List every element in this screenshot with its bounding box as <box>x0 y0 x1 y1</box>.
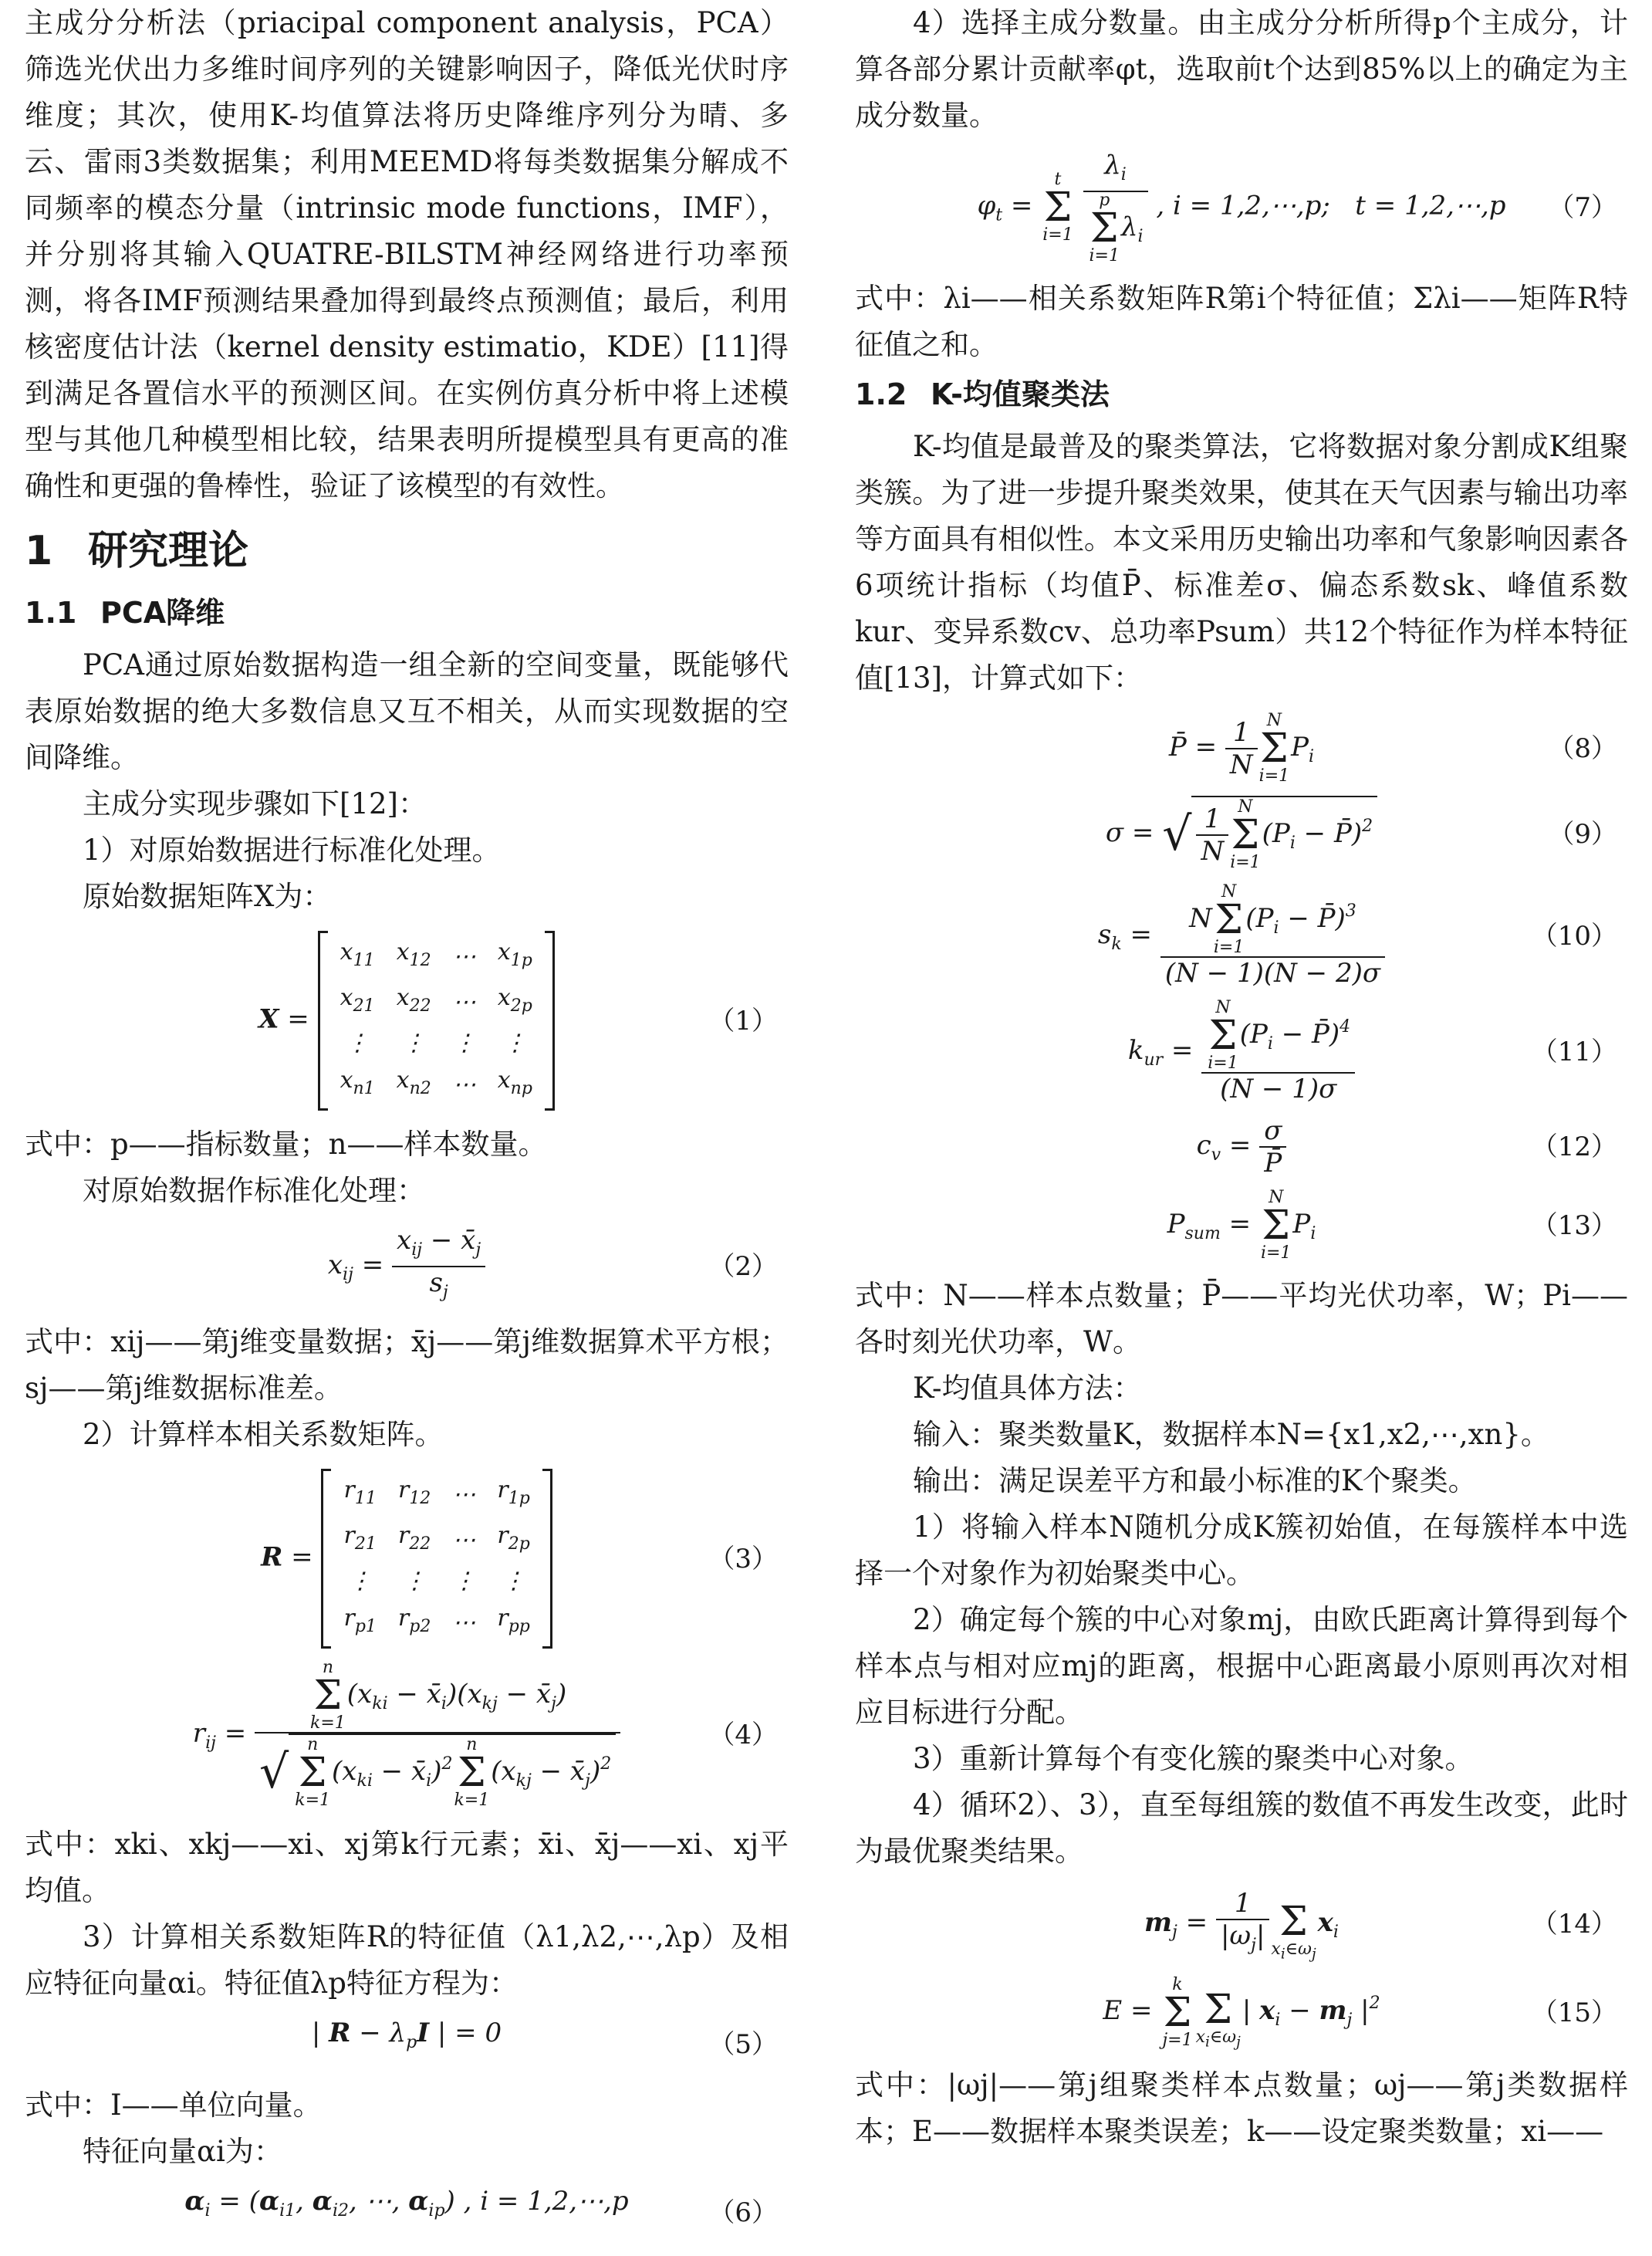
equation-3 <box>25 1469 789 1649</box>
equation-body: $c_v$ = $\frac{\sigma}{P̄}$ <box>855 1115 1628 1179</box>
subsection-heading-1-2 <box>855 373 1628 416</box>
step-2: 2）计算样本相关系数矩阵。 <box>83 1418 444 1451</box>
step-1: 1）对原始数据进行标准化处理。 <box>83 834 501 867</box>
equation-13 <box>855 1189 1628 1262</box>
kmeans-step-4: 4）循环2）、3），直至每组簇的数值不再发生改变，此时为最优聚类结果。 <box>855 1788 1628 1868</box>
equation-body: P̄ = $\frac{1}{N}$ N Σ $i=1P_i$ <box>1168 711 1315 786</box>
equation-11 <box>855 999 1628 1104</box>
equation-6 <box>25 2186 789 2240</box>
eigvec-intro: 特征向量αi为： <box>83 2135 282 2168</box>
equation-7 <box>855 150 1628 265</box>
section-title: 研究理论 <box>88 528 249 574</box>
equation-number: （6） <box>708 2197 778 2228</box>
section-number: 1 <box>25 528 53 574</box>
equation-5 <box>25 2018 789 2072</box>
subsection-number: 1.2 <box>855 377 907 411</box>
equation-number: （2） <box>708 1251 778 1282</box>
equation-14 <box>855 1886 1628 1963</box>
standardize-intro: 对原始数据作标准化处理： <box>83 1174 425 1207</box>
where-1: 式中：p——指标数量；n——样本数量。 <box>25 1128 547 1161</box>
equation-1 <box>25 931 789 1111</box>
equation-body: $\varphi_t = t$ Σ i=1 $\lambda_i$ p Σ $i=1\lambda_i$ , i = 1,2,⋯,p; t = 1,2,⋯,p <box>977 150 1506 266</box>
equation-number: （13） <box>1531 1210 1617 1241</box>
equation-body: $m_j$ = $\frac{1}{|\omega_j|}$ Σ $x_i\in\omega_jx_i$ <box>1144 1887 1339 1963</box>
kmeans-step-2: 2）确定每个簇的中心对象mj，由欧氏距离计算得到每个样本点与相对应mj的距离，根据中心距离最小原则再次对相应目标进行分配。 <box>855 1603 1628 1729</box>
equation-body: $\alpha_i = (\alpha_{i1}$, $\alpha_{i2}$, ⋯, $\alpha_{ip}$) , i = 1,2,⋯,p <box>184 2186 629 2220</box>
equation-12 <box>855 1115 1628 1179</box>
method-intro: K-均值具体方法： <box>913 1372 1142 1405</box>
where-7: 式中：λi——相关系数矩阵R第i个特征值；Σλi——矩阵R特征值之和。 <box>855 282 1628 361</box>
equation-number: （10） <box>1531 921 1617 952</box>
equation-number: （7） <box>1548 191 1617 223</box>
equation-10 <box>855 884 1628 989</box>
step-4: 4）选择主成分数量。由主成分分析所得p个主成分，计算各部分累计贡献率φt，选取前t个达到85%以上的确定为主成分数量。 <box>855 6 1628 132</box>
where-4: 式中：xki、xkj——xi、xj第k行元素；x̄i、x̄j——xi、xj平均值。 <box>25 1828 789 1907</box>
subsection-number: 1.1 <box>25 596 77 630</box>
equation-number: （1） <box>708 1005 778 1037</box>
subsection-heading-1-1 <box>25 591 789 634</box>
steps-intro: 主成分实现步骤如下[12]： <box>83 787 427 820</box>
intro-paragraph: 主成分分析法（priacipal component analysis，PCA）筛选光伏出力多维时间序列的关键影响因子，降低光伏时序维度；其次，使用K-均值算法将历史降维序列分为晴、多云、雷雨3类数据集；利用MEEMD将每类数据集分解成不同频率的模态分量（intrinsic mode functions，IMF），并分别将其输入QUATRE-BILSTM神经网络进行功率预测，将各IMF预测结果叠加得到最终点预测值；最后，利用核密度估计法（kernel density estimatio，KDE）[11]得到满足各置信水平的预测区间。在实例仿真分析中将上述模型与其他几种模型相比较，结果表明所提模型具有更高的准确性和更强的鲁棒性，验证了该模型的有效性。 <box>25 6 789 502</box>
equation-body: $x_{ij}$ = $\frac{x_{ij} - x̄_j}{s_j}$ <box>25 1225 789 1308</box>
subsection-title: K-均值聚类法 <box>931 377 1110 411</box>
left-column <box>25 0 789 2251</box>
matrix-x-intro: 原始数据矩阵X为： <box>83 880 332 913</box>
equation-number: （14） <box>1531 1909 1617 1940</box>
kmeans-step-1: 1）将输入样本N随机分成K簇初始值，在每簇样本中选择一个对象作为初始聚类中心。 <box>855 1510 1628 1590</box>
equation-15 <box>855 1974 1628 2051</box>
equation-body: E = k Σ j=1 Σ $x_i\in\omega_j|$ $x_i - m_j$ $|^2$ <box>1103 1974 1380 2051</box>
equation-body: $s_k$ = NN Σ $i=1(P_i$ − P̄)$^3$ (N − 1)(N − 2)σ <box>855 884 1628 989</box>
pca-paragraph: PCA通过原始数据构造一组全新的空间变量，既能够代表原始数据的绝大多数信息又互不相关，从而实现数据的空间降维。 <box>25 648 789 774</box>
where-2: 式中：xij——第j维变量数据；x̄j——第j维数据算术平方根；sj——第j维数据标准差。 <box>25 1325 789 1405</box>
where-13: 式中：N——样本点数量；P̄——平均光伏功率，W；Pi——各时刻光伏功率，W。 <box>855 1279 1628 1358</box>
equation-body: $r_{ij}$ = n Σ $k=1(x_{ki}$ − $x̄_i)(x_{kj}$ − $x̄_j$) √n Σ $k=1(x_{ki}$ − $x̄_i)^2n$ Σ $k=1(x_{kj}$ − $x̄_j)^2$ <box>25 1659 789 1811</box>
equation-number: （11） <box>1531 1037 1617 1067</box>
equation-body: | $R - \lambda_pI$ | = 0 <box>311 2018 502 2052</box>
right-column <box>855 0 1628 2155</box>
step-3: 3）计算相关系数矩阵R的特征值（λ1,λ2,⋯,λp）及相应特征向量αi。特征值λp特征方程为： <box>25 1920 789 2000</box>
kmeans-step-3: 3）重新计算每个有变化簇的聚类中心对象。 <box>913 1742 1474 1775</box>
equation-2 <box>25 1225 789 1308</box>
where-15: 式中：|ωj|——第j组聚类样本点数量；ωj——第j类数据样本；E——数据样本聚类误差；k——设定聚类数量；xi—— <box>855 2068 1628 2148</box>
equation-number: （8） <box>1548 733 1617 764</box>
equation-body: X = $x_{11}$ $x_{12}$ ⋯ $x_{1p}$ $x_{21}$ $x_{22}$ ⋯ $x_{2p}$ ⋮ ⋮ ⋮ ⋮ $x_{n1}$ $x_{n2}$ ⋯ $x_{np}$ <box>25 931 789 1111</box>
equation-number: （12） <box>1531 1131 1617 1162</box>
kmeans-paragraph: K-均值是最普及的聚类算法，它将数据对象分割成K组聚类簇。为了进一步提升聚类效果，使其在天气因素与输出功率等方面具有相似性。本文采用历史输出功率和气象影响因素各6项统计指标（均值P̄、标准差σ、偏态系数sk、峰值系数kur、变异系数cv、总功率Psum）共12个特征作为样本特征值[13]，计算式如下： <box>855 430 1628 695</box>
equation-number: （5） <box>708 2029 778 2060</box>
equation-4 <box>25 1659 789 1811</box>
equation-8 <box>855 712 1628 785</box>
equation-number: （3） <box>708 1543 778 1574</box>
subsection-title: PCA降维 <box>100 596 225 630</box>
equation-body: $k_{ur}$ = N Σ $i=1(P_i$ − P̄)$^4$ (N − 1)σ <box>855 999 1628 1104</box>
equation-9 <box>855 796 1628 873</box>
equation-number: （4） <box>708 1720 778 1750</box>
equation-number: （9） <box>1548 819 1617 850</box>
section-heading-1 <box>25 525 789 577</box>
equation-body: σ = √ $\frac{1}{N}$ N Σ $i=1(P_i$ − P̄)$^2$ <box>855 796 1628 873</box>
equation-body: $P_{sum} = N$ Σ $i=1P_i$ <box>1167 1188 1316 1263</box>
equation-body: R = $r_{11}$ $r_{12}$ ⋯ $r_{1p}$ $r_{21}$ $r_{22}$ ⋯ $r_{2p}$ ⋮ ⋮ ⋮ ⋮ $r_{p1}$ $r_{p2}$ ⋯ $r_{pp}$ <box>25 1469 789 1649</box>
where-5: 式中：I——单位向量。 <box>25 2089 322 2122</box>
equation-number: （15） <box>1531 1997 1617 2028</box>
method-input: 输入：聚类数量K，数据样本N={x1,x2,⋯,xn}。 <box>913 1418 1549 1451</box>
method-output: 输出：满足误差平方和最小标准的K个聚类。 <box>913 1464 1477 1497</box>
